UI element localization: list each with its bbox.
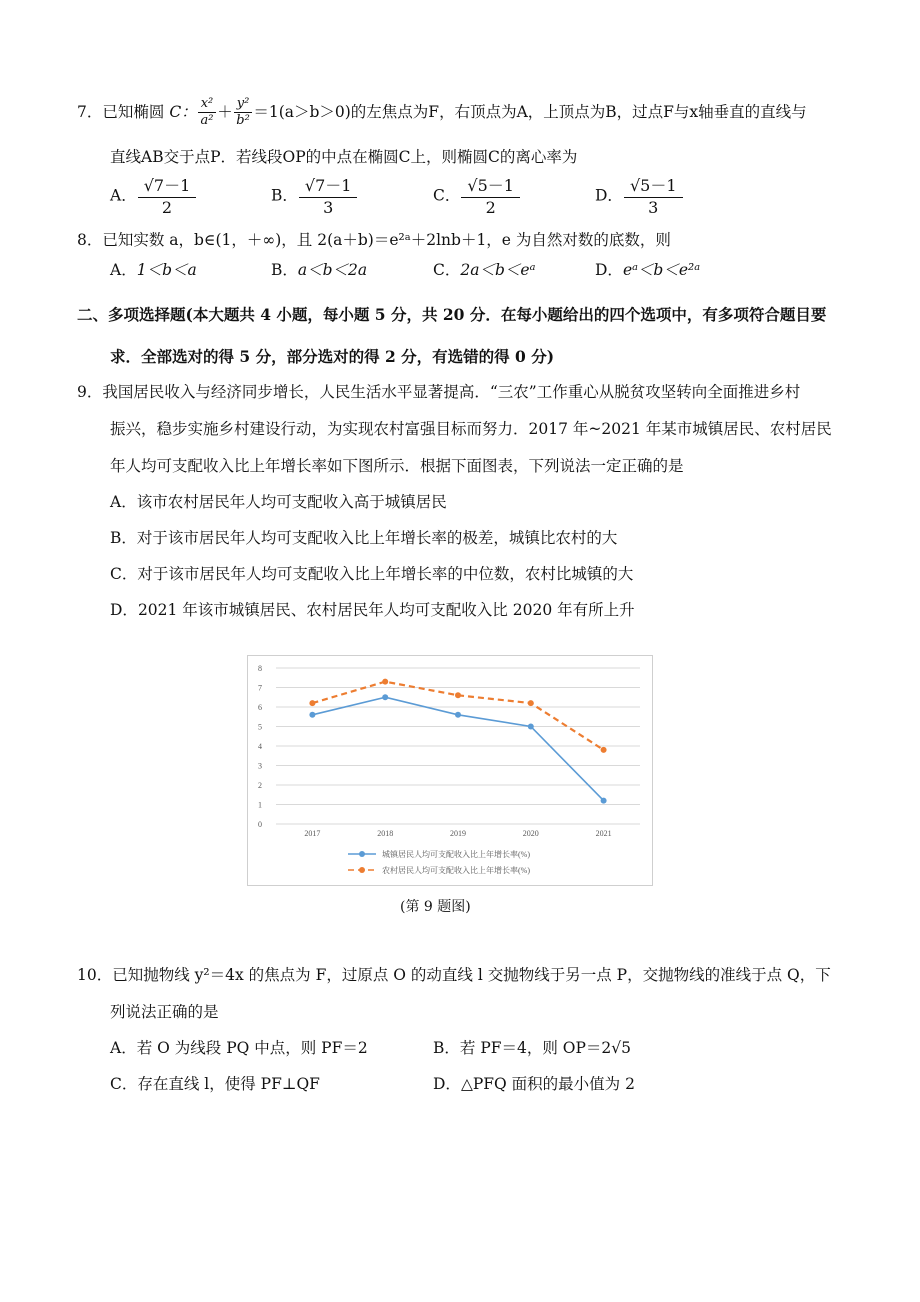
q7-stem-line2: 直线AB交于点P．若线段OP的中点在椭圆C上，则椭圆C的离心率为 [110,148,578,166]
option-fraction [138,177,197,216]
option-text: 1＜b＜a [136,261,197,279]
q7-option-a[interactable] [110,177,197,216]
data-point-urban [382,694,388,700]
option-text: 2021 年该市城镇居民、农村居民年人均可支配收入比 2020 年有所上升 [137,601,635,619]
q9-option-a[interactable] [110,490,447,512]
data-point-rural [601,747,607,753]
data-point-rural [309,700,315,706]
q10-stem-line2: 列说法正确的是 [110,1003,219,1021]
q9-stem-line2: 振兴，稳步实施乡村建设行动，为实现农村富强目标而努力．2017 年~2021 年某市城镇居民、农村居民 [110,420,832,438]
option-label: D． [595,261,623,279]
q7-stem-line1 [77,97,807,129]
q10-option-d[interactable] [433,1072,635,1094]
option-label: B． [271,186,298,205]
q8-option-d[interactable] [595,258,700,280]
fraction-num: √7－1 [138,177,197,198]
q7-number: 7． [77,102,103,121]
data-point-urban [455,712,461,718]
y-tick-label: 5 [258,722,262,732]
q9-option-c[interactable] [110,562,633,584]
option-label: C． [110,565,138,583]
q7-x-den: a² [200,113,214,129]
option-text: △PFQ 面积的最小值为 2 [460,1075,635,1093]
q7-x-num: x² [198,97,217,113]
data-point-urban [528,724,534,730]
fraction-den: 3 [648,197,659,217]
fraction-den: 3 [323,197,334,217]
y-tick-label: 3 [258,761,262,771]
q8-number: 8． [77,231,103,249]
chart-svg [248,656,652,885]
option-text: 2a＜b＜eᵃ [460,261,536,279]
option-label: D． [433,1075,461,1093]
q10-stem-line1 [77,963,831,985]
data-point-rural [455,692,461,698]
option-label: B． [433,1039,460,1057]
y-tick-label: 2 [258,781,262,790]
section2-header-line1: 二、多项选择题(本大题共 4 小题，每小题 5 分，共 20 分．在每小题给出的四个选项中，有多项符合题目要 [77,305,827,324]
option-text: 对于该市居民年人均可支配收入比上年增长率的极差，城镇比农村的大 [136,529,618,547]
q9-stem-line3: 年人均可支配收入比上年增长率如下图所示．根据下面图表，下列说法一定正确的是 [110,457,684,475]
fraction-num: √7－1 [299,177,358,198]
q9-option-b[interactable] [110,526,617,548]
data-point-urban [601,798,607,804]
q8-stem [77,228,671,250]
q7-option-b[interactable] [271,177,358,216]
option-label: A． [110,1039,137,1057]
y-tick-label: 4 [258,742,262,751]
option-text: 该市农村居民年人均可支配收入高于城镇居民 [136,493,447,511]
option-fraction [461,177,520,216]
option-label: A． [110,493,137,511]
option-text: 存在直线 l，使得 PF⊥QF [137,1075,320,1093]
q7-x-fraction [198,97,217,129]
q8-option-b[interactable] [271,258,367,280]
x-tick-label: 2020 [522,829,539,838]
q9-figure-caption: (第 9 题图) [400,899,471,915]
option-text: 若 PF＝4，则 OP＝2√5 [459,1039,632,1057]
q8-option-c[interactable] [433,258,535,280]
q7-y-num: y² [234,97,253,113]
option-text: a＜b＜2a [297,261,368,279]
x-tick-label: 2019 [450,829,466,838]
q7-stem-pre: 已知椭圆 [102,102,165,121]
q7-option-d[interactable] [595,177,684,216]
x-tick-label: 2018 [377,829,394,838]
y-tick-label: 8 [258,664,262,673]
q10-option-a[interactable] [110,1036,368,1058]
legend-marker [359,851,365,857]
option-fraction [299,177,358,216]
option-label: C． [110,1075,138,1093]
q9-option-d[interactable] [110,598,635,620]
q7-plus: ＋ [217,102,233,121]
option-label: A． [110,261,137,279]
data-point-rural [382,679,388,685]
fraction-den: 2 [161,197,173,217]
q8-stem-text: 已知实数 a，b∈(1，＋∞)，且 2(a＋b)＝e²ᵃ＋2lnb＋1，e 为自然对数的底数，则 [102,231,671,249]
q7-stem-rest: ＝1(a＞b＞0)的左焦点为F，右顶点为A，上顶点为B，过点F与x轴垂直的直线与 [253,102,807,121]
data-point-rural [528,700,534,706]
option-text: 对于该市居民年人均可支配收入比上年增长率的中位数，农村比城镇的大 [137,565,634,583]
q10-option-c[interactable] [110,1072,320,1094]
y-tick-label: 1 [258,800,262,810]
legend-label: 农村居民人均可支配收入比上年增长率(%) [382,866,530,875]
option-label: D． [595,186,623,205]
option-fraction [624,177,683,216]
option-label: A． [110,186,137,205]
x-tick-label: 2021 [595,829,612,838]
q9-number: 9． [77,383,103,401]
q9-line1-text: 我国居民收入与经济同步增长，人民生活水平显著提高．“三农”工作重心从脱贫攻坚转向全面推进乡村 [102,383,801,401]
y-tick-label: 7 [258,683,262,693]
legend-marker [359,867,365,873]
option-label: C． [433,261,461,279]
q7-y-fraction [234,97,253,129]
fraction-den: 2 [485,197,496,217]
q8-option-a[interactable] [110,258,197,280]
q7-option-c[interactable] [433,177,521,216]
q7-curve: C： [169,102,197,121]
data-point-urban [309,712,315,718]
q10-number: 10． [77,966,113,984]
fraction-num: √5－1 [624,177,683,198]
option-text: eᵃ＜b＜e²ᵃ [622,261,701,279]
y-tick-label: 0 [258,820,262,829]
x-tick-label: 2017 [304,829,321,838]
option-label: B． [271,261,298,279]
y-tick-label: 6 [258,703,262,712]
q7-y-den: b² [236,113,250,129]
fraction-num: √5－1 [461,177,520,198]
q9-stem-line1 [77,380,800,402]
section2-header-line2: 求．全部选对的得 5 分，部分选对的得 2 分，有选错的得 0 分) [110,347,555,366]
option-label: C． [433,186,461,205]
option-label: D． [110,601,138,619]
q10-option-b[interactable] [433,1036,631,1058]
option-text: 若 O 为线段 PQ 中点，则 PF＝2 [136,1039,368,1057]
legend-label: 城镇居民人均可支配收入比上年增长率(%) [382,850,530,859]
option-label: B． [110,529,137,547]
q9-chart [247,655,653,886]
q10-line1-text: 已知抛物线 y²＝4x 的焦点为 F，过原点 O 的动直线 l 交抛物线于另一点 P，交抛物线的准线于点 Q，下 [112,966,831,984]
